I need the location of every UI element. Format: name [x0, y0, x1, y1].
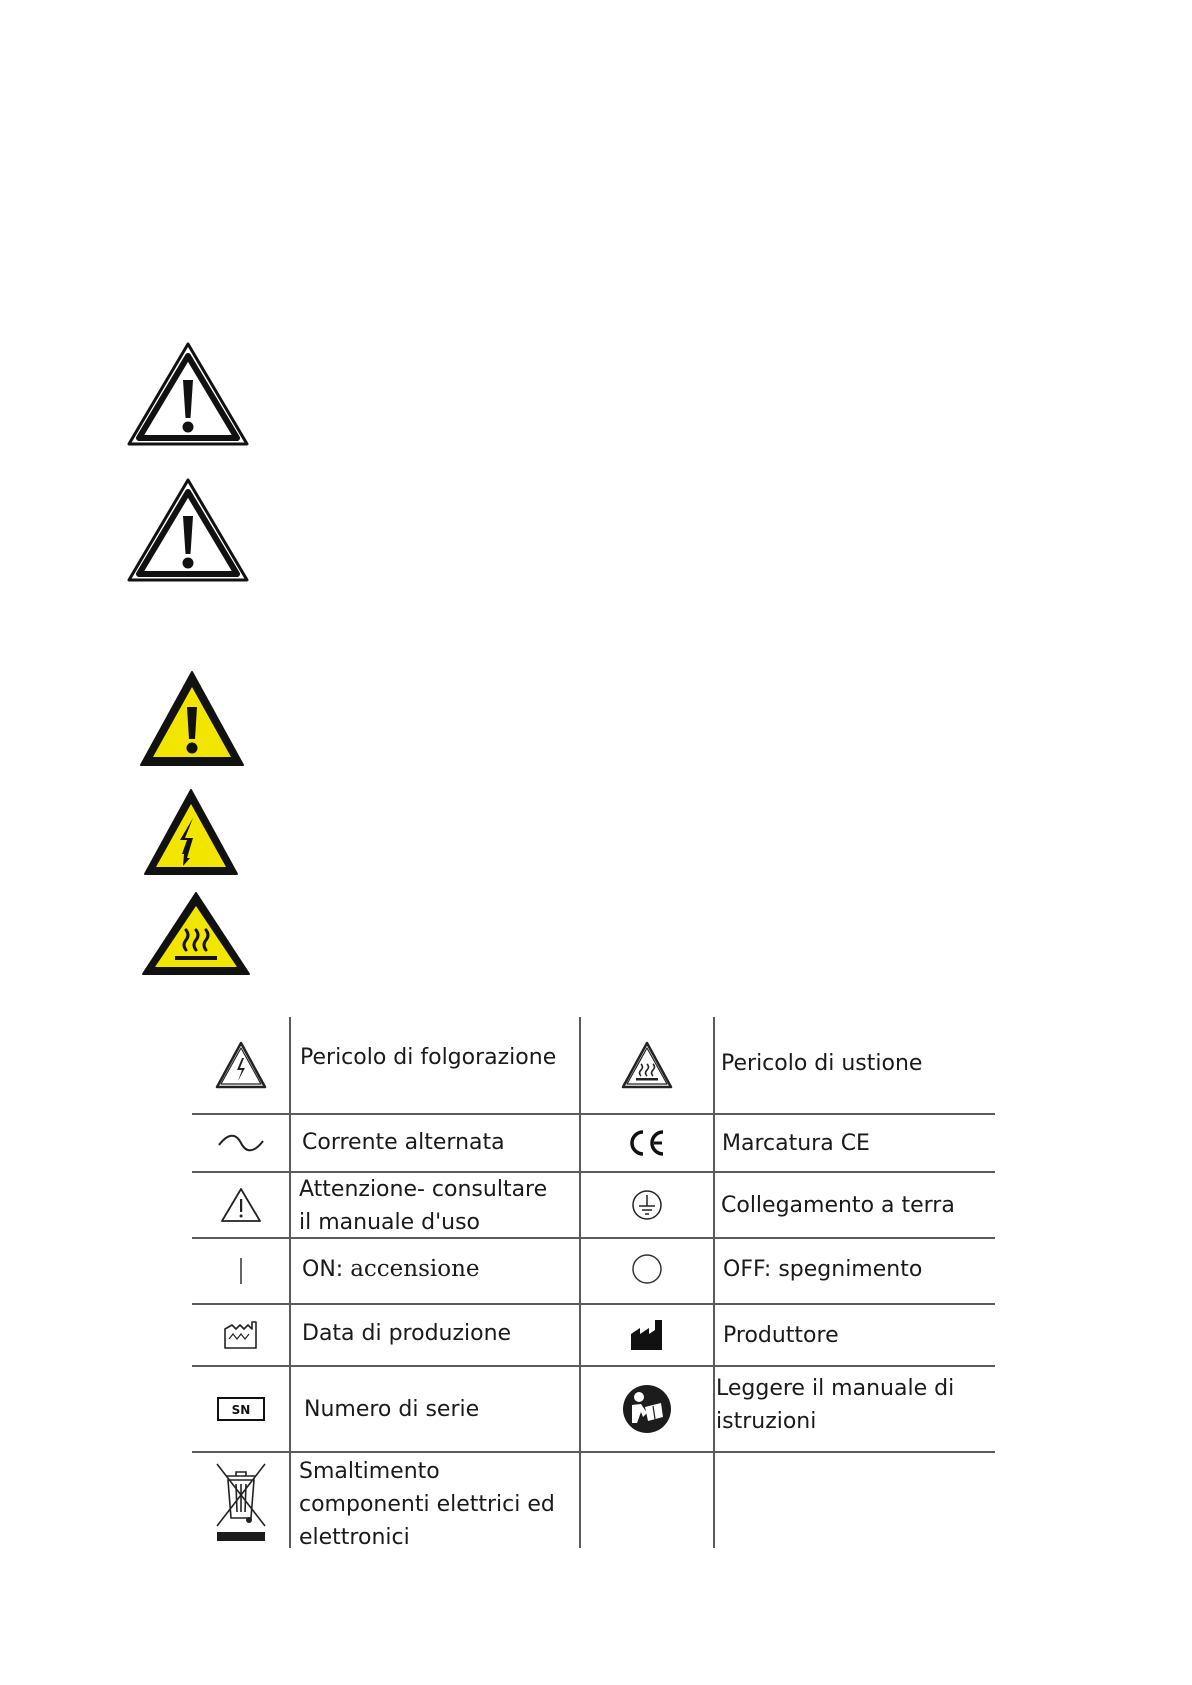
on-value: accensione [350, 1256, 480, 1282]
label-line: il manuale d'uso [299, 1210, 481, 1235]
caution-triangle-icon [125, 340, 251, 450]
label-line: Smaltimento [299, 1459, 440, 1484]
serial-number-icon [192, 1367, 289, 1451]
label-line: Attenzione- consultare [299, 1177, 548, 1202]
read-manual-icon [581, 1367, 713, 1451]
table-divider [192, 1451, 995, 1453]
date-of-manufacture-icon [192, 1305, 289, 1365]
yellow-electric-shock-icon [137, 774, 245, 888]
label-off-spegnimento: OFF: spegnimento [723, 1257, 923, 1282]
label-line: Leggere il manuale di [716, 1376, 955, 1401]
weee-disposal-icon [192, 1453, 289, 1548]
label-pericolo-di-ustione: Pericolo di ustione [721, 1051, 923, 1076]
label-attenzione-consultare [299, 1173, 547, 1239]
manufacturer-icon [581, 1305, 713, 1365]
label-produttore: Produttore [723, 1323, 839, 1348]
hot-surface-hazard-icon [581, 1017, 713, 1113]
yellow-caution-icon [137, 667, 247, 772]
caution-triangle-icon [125, 476, 251, 586]
caution-icon [192, 1173, 289, 1237]
ce-mark-icon [581, 1115, 713, 1171]
label-pericolo-di-folgorazione: Pericolo di folgorazione [300, 1045, 557, 1070]
table-divider [289, 1017, 291, 1548]
protective-earth-icon [581, 1173, 713, 1237]
label-smaltimento [299, 1455, 555, 1554]
power-off-icon [581, 1239, 713, 1303]
sn-label: SN [231, 1403, 250, 1417]
label-corrente-alternata: Corrente alternata [302, 1130, 505, 1155]
label-leggere-il-manuale [716, 1372, 954, 1438]
label-on-accensione [302, 1253, 480, 1286]
power-on-icon [192, 1239, 289, 1303]
on-label: ON: [302, 1257, 344, 1282]
label-marcatura-ce: Marcatura CE [722, 1131, 870, 1156]
yellow-hot-surface-icon [137, 888, 255, 980]
symbols-table [192, 1017, 995, 1548]
label-collegamento-a-terra: Collegamento a terra [721, 1193, 955, 1218]
label-line: componenti elettrici ed [299, 1492, 555, 1517]
label-data-di-produzione: Data di produzione [302, 1321, 512, 1346]
table-divider [713, 1017, 715, 1548]
label-line: elettronici [299, 1525, 410, 1550]
label-numero-di-serie: Numero di serie [304, 1397, 480, 1422]
electric-shock-hazard-icon [192, 1017, 289, 1113]
alternating-current-icon [192, 1115, 289, 1171]
label-line: istruzioni [716, 1409, 817, 1434]
